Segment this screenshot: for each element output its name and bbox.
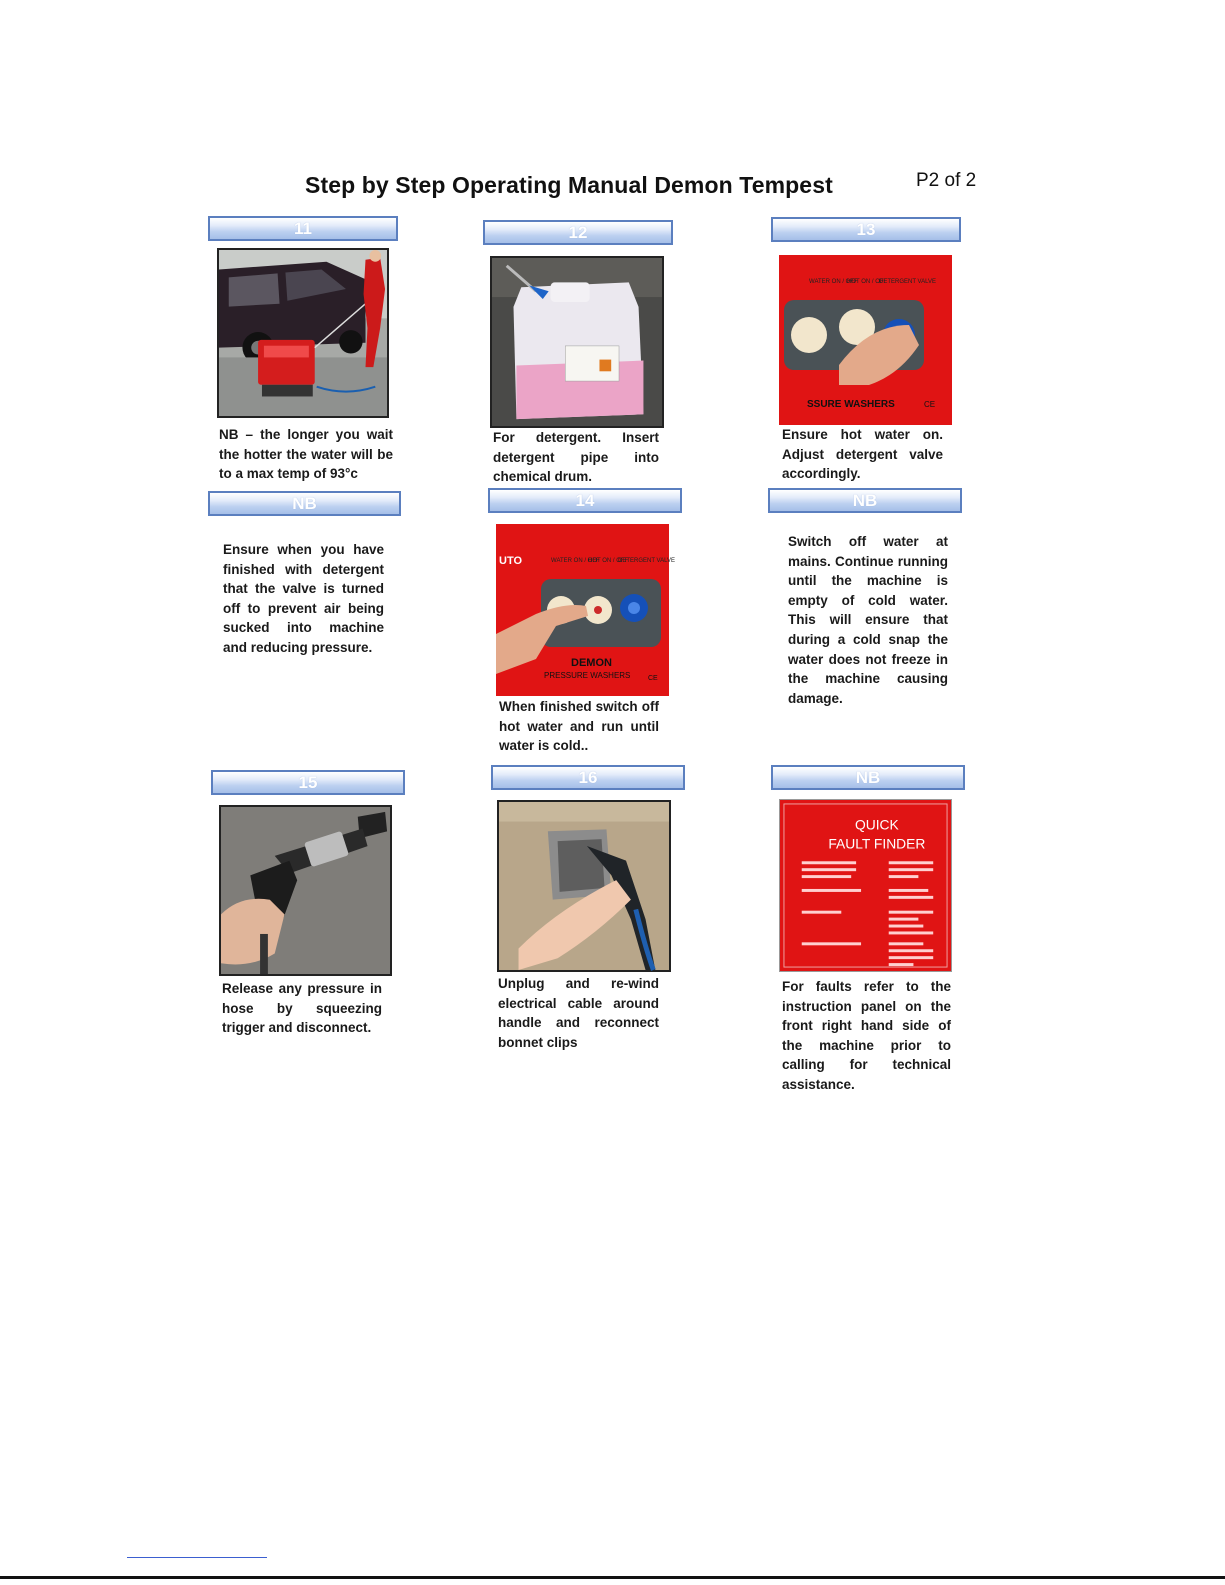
step-header-13: 13 <box>771 217 961 242</box>
step-text-16: Unplug and re-wind electrical cable around handle and reconnect bonnet clips <box>498 976 659 1050</box>
page-title: Step by Step Operating Manual Demon Tempest <box>305 172 833 198</box>
panel-14-switch-label-3: DETERGENT VALVE <box>618 558 676 564</box>
step-header-16: 16 <box>491 765 685 790</box>
quick-fault-finder-panel-photo <box>779 799 952 972</box>
step-text-15: Release any pressure in hose by squeezing trigger and disconnect. <box>222 981 382 1036</box>
panel-brand: DEMON <box>571 657 612 669</box>
step-text-11: NB – the longer you wait the hotter the water will be to a max temp of 93°c <box>219 427 393 482</box>
page-number: P2 of 2 <box>916 170 977 191</box>
nb-header-3: NB <box>771 765 965 790</box>
step-header-14: 14 <box>488 488 682 513</box>
panel-switch-label-3: DETERGENT VALVE <box>879 279 937 285</box>
fault-title-1: QUICK <box>854 816 899 833</box>
step-header-11: 11 <box>208 216 398 241</box>
van-and-pressure-washer-photo <box>217 248 389 418</box>
panel-14-switch-label-2: HOT ON / OFF <box>588 558 629 564</box>
page-bottom-rule <box>0 1576 1225 1579</box>
step-text-14: When finished switch off hot water and run until water is cold.. <box>499 699 659 754</box>
hot-water-switch-panel-photo <box>496 524 676 696</box>
nb-text-2: Switch off water at mains. Continue running until the machine is empty of cold water. This will ensure that during a cold snap the water does not freeze in the machine causing damage. <box>788 534 948 706</box>
ce-mark: CE <box>924 400 936 409</box>
step-text-12: For detergent. Insert detergent pipe into chemical drum. <box>493 430 659 485</box>
panel-switch-label-1: WATER ON / OFF <box>809 279 858 285</box>
panel-switch-label-2: HOT ON / OFF <box>847 279 888 285</box>
spray-gun-trigger-photo <box>219 805 392 976</box>
detergent-valve-panel-photo <box>779 255 952 425</box>
unplug-cable-photo <box>497 800 671 972</box>
nb-header-2: NB <box>768 488 962 513</box>
chemical-drum-photo <box>490 256 664 428</box>
panel-brand-sub: PRESSURE WASHERS <box>544 671 631 680</box>
panel-brand-left: UTO <box>499 555 523 567</box>
fault-title-2: FAULT FINDER <box>828 835 926 852</box>
footer-link-line <box>127 1557 267 1558</box>
nb-text-1: Ensure when you have finished with detergent that the valve is turned off to prevent air being sucked into machine and reducing pressure. <box>223 542 384 655</box>
step-text-13: Ensure hot water on. Adjust detergent valve accordingly. <box>782 427 943 482</box>
nb-header-1: NB <box>208 491 401 516</box>
step-header-15: 15 <box>211 770 405 795</box>
nb-text-3: For faults refer to the instruction panel on the front right hand side of the machine prior to calling for technical assistance. <box>782 979 951 1092</box>
panel-brand-partial: SSURE WASHERS <box>807 399 895 410</box>
panel-14-switch-label-1: WATER ON / OFF <box>551 558 600 564</box>
ce-mark-14: CE <box>648 675 658 682</box>
step-header-12: 12 <box>483 220 673 245</box>
